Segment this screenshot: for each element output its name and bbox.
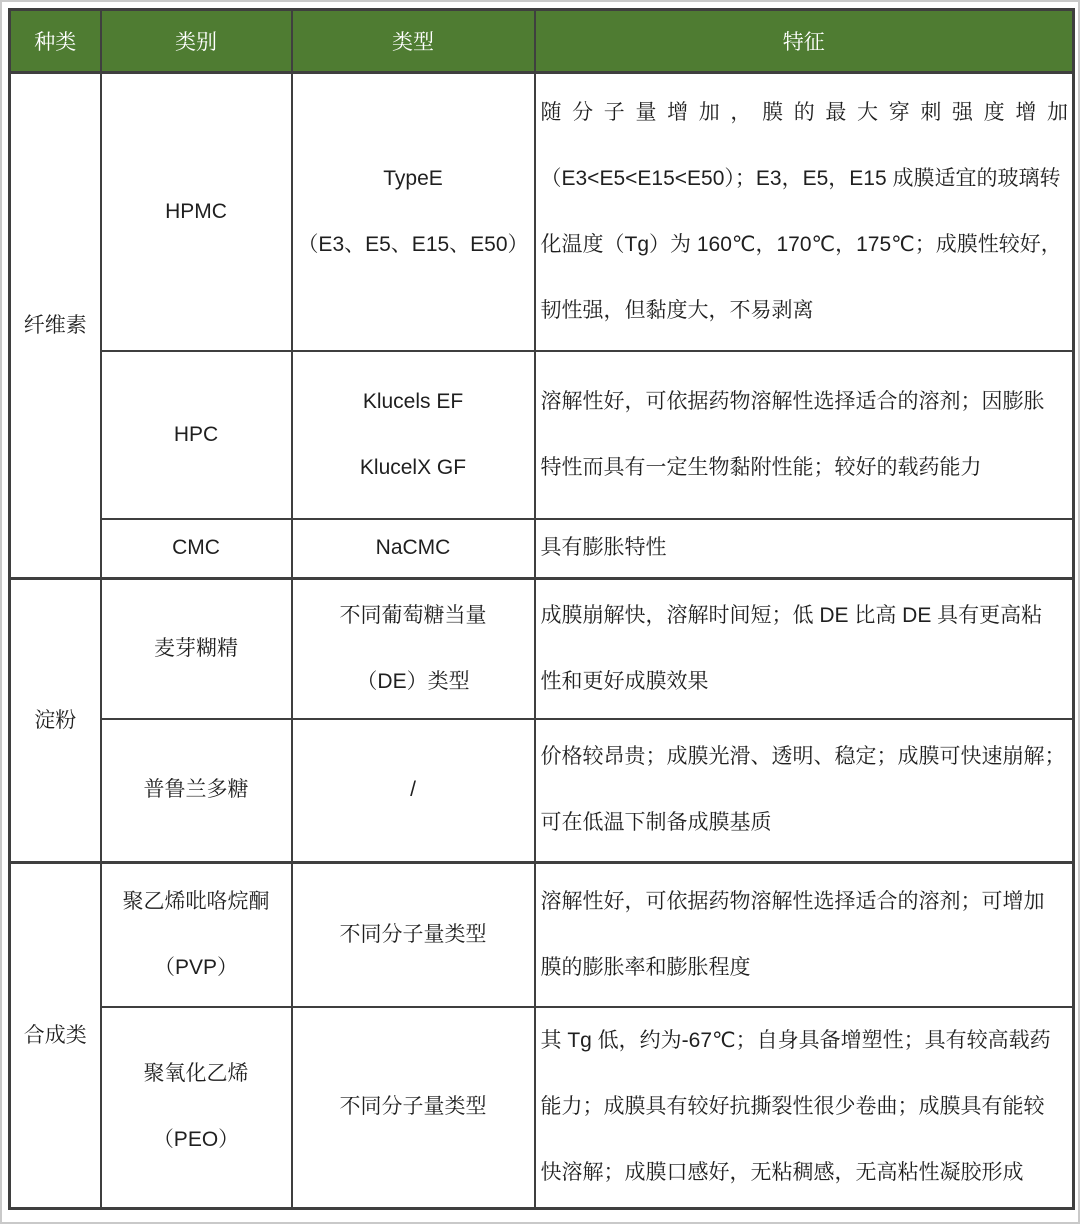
feature-cell-maltodextrin (535, 579, 1074, 719)
feature-line: 溶解性好，可依据药物溶解性选择适合的溶剂；可增加 (540, 889, 1045, 913)
row-hpc (10, 351, 1074, 519)
row-pvp (10, 863, 1074, 1007)
type-cell-hpc (292, 351, 535, 519)
type-cell-maltodextrin (292, 579, 535, 719)
feature-line: 随分子量增加，膜的最大穿刺强度增加 (540, 100, 1068, 124)
type-line: KlucelX GF (359, 455, 467, 479)
feature-line: 成膜崩解快，溶解时间短；低 DE 比高 DE 具有更高粘 (540, 603, 1043, 627)
header-cell-feature: 特征 (535, 10, 1074, 73)
feature-cell-pvp (535, 863, 1074, 1007)
type-line: 不同分子量类型 (339, 922, 487, 946)
type-line: NaCMC (375, 536, 451, 560)
feature-line: 其 Tg 低，约为-67℃；自身具备增塑性；具有较高载药 (540, 1029, 1051, 1053)
feature-line: 特性而具有一定生物黏附性能；较好的载药能力 (540, 455, 982, 479)
feature-line: 韧性强，但黏度大，不易剥离 (540, 298, 814, 322)
feature-line: 性和更好成膜效果 (540, 669, 709, 693)
feature-cell-peo (535, 1007, 1074, 1209)
category-label: HPMC (165, 199, 227, 223)
group-cell-starch (10, 579, 101, 863)
group-cell-synthetic (10, 863, 101, 1209)
feature-cell-pullulan (535, 719, 1074, 863)
header-row (10, 10, 1074, 73)
type-cell-hpmc (292, 73, 535, 351)
category-cell-hpmc (101, 73, 292, 351)
feature-line: 溶解性好，可依据药物溶解性选择适合的溶剂；因膨胀 (540, 389, 1045, 413)
polymer-table (8, 8, 1075, 1210)
feature-cell-cmc (535, 519, 1074, 579)
type-line: TypeE (383, 166, 443, 190)
group-label: 淀粉 (34, 708, 77, 732)
type-line: （E3、E5、E15、E50） (297, 232, 529, 256)
feature-line: 化温度（Tg）为 160℃，170℃，175℃；成膜性较好， (540, 232, 1062, 256)
type-cell-pullulan (292, 719, 535, 863)
type-line: （DE）类型 (356, 669, 470, 693)
feature-cell-hpmc (535, 73, 1074, 351)
category-label: 普鲁兰多糖 (143, 778, 249, 802)
type-line: / (410, 778, 416, 802)
group-label: 合成类 (23, 1023, 87, 1047)
group-cell-cellulose (10, 73, 101, 579)
row-maltodextrin (10, 579, 1074, 719)
header-cell-type: 类型 (292, 10, 535, 73)
row-pullulan (10, 719, 1074, 863)
category-line: 聚氧化乙烯 (143, 1062, 249, 1086)
feature-line: 具有膨胀特性 (540, 536, 667, 560)
feature-line: 可在低温下制备成膜基质 (540, 811, 772, 835)
category-line: 聚乙烯吡咯烷酮 (122, 889, 270, 913)
type-cell-cmc (292, 519, 535, 579)
category-label: HPC (173, 422, 219, 446)
row-peo (10, 1007, 1074, 1209)
feature-line: 能力；成膜具有较好抗撕裂性很少卷曲；成膜具有能较 (540, 1095, 1045, 1119)
type-line: 不同葡萄糖当量 (339, 603, 487, 627)
category-cell-pvp (101, 863, 292, 1007)
group-label: 纤维素 (23, 313, 87, 337)
category-label: 麦芽糊精 (154, 636, 238, 660)
category-line: （PEO） (152, 1128, 240, 1152)
row-cmc (10, 519, 1074, 579)
category-cell-cmc (101, 519, 292, 579)
row-hpmc (10, 73, 1074, 351)
category-cell-pullulan (101, 719, 292, 863)
type-line: 不同分子量类型 (339, 1095, 487, 1119)
feature-line: 价格较昂贵；成膜光滑、透明、稳定；成膜可快速崩解； (540, 745, 1066, 769)
type-cell-peo (292, 1007, 535, 1209)
feature-cell-hpc (535, 351, 1074, 519)
category-label: CMC (172, 536, 220, 560)
type-cell-pvp (292, 863, 535, 1007)
header-cell-species: 种类 (10, 10, 101, 73)
feature-line: 膜的膨胀率和膨胀程度 (540, 955, 751, 979)
type-line: Klucels EF (362, 389, 464, 413)
feature-line: （E3<E5<E15<E50）；E3，E5，E15 成膜适宜的玻璃转 (540, 166, 1061, 190)
category-cell-peo (101, 1007, 292, 1209)
category-cell-hpc (101, 351, 292, 519)
category-cell-maltodextrin (101, 579, 292, 719)
header-cell-category: 类别 (101, 10, 292, 73)
feature-line: 快溶解；成膜口感好，无粘稠感，无高粘性凝胶形成 (540, 1161, 1024, 1185)
category-line: （PVP） (153, 955, 239, 979)
